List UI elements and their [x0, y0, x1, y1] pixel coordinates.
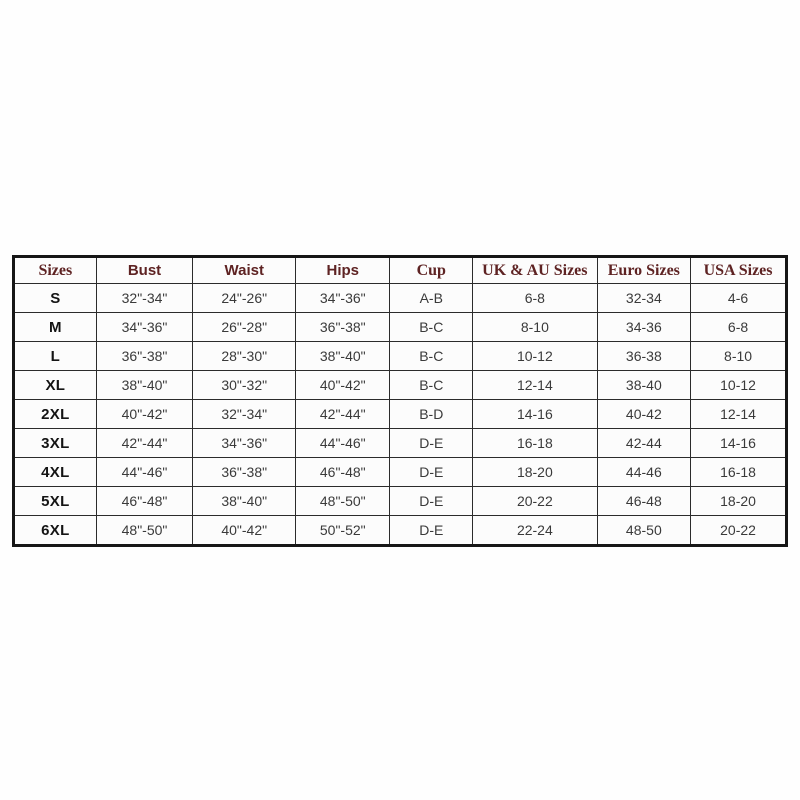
value-cell: 4-6: [691, 284, 787, 313]
value-cell: 42"-44": [96, 429, 193, 458]
value-cell: 20-22: [691, 516, 787, 546]
value-cell: D-E: [390, 487, 473, 516]
value-cell: 32"-34": [193, 400, 296, 429]
value-cell: 36"-38": [96, 342, 193, 371]
header-row: [14, 257, 787, 284]
table-row: [14, 487, 787, 516]
value-cell: 46-48: [597, 487, 691, 516]
column-header-waist: Waist: [193, 257, 296, 284]
value-cell: 48-50: [597, 516, 691, 546]
value-cell: 12-14: [473, 371, 597, 400]
value-cell: 16-18: [691, 458, 787, 487]
value-cell: 38"-40": [96, 371, 193, 400]
value-cell: 42-44: [597, 429, 691, 458]
column-header-euro-sizes: Euro Sizes: [597, 257, 691, 284]
size-cell: 2XL: [14, 400, 97, 429]
table-row: [14, 284, 787, 313]
value-cell: 14-16: [473, 400, 597, 429]
size-cell: 6XL: [14, 516, 97, 546]
table-row: [14, 342, 787, 371]
size-chart-table: [12, 255, 788, 547]
value-cell: D-E: [390, 429, 473, 458]
size-cell: 5XL: [14, 487, 97, 516]
value-cell: 36-38: [597, 342, 691, 371]
value-cell: B-C: [390, 342, 473, 371]
value-cell: D-E: [390, 458, 473, 487]
value-cell: 40"-42": [296, 371, 390, 400]
value-cell: 48"-50": [96, 516, 193, 546]
value-cell: 40"-42": [96, 400, 193, 429]
table-row: [14, 429, 787, 458]
value-cell: 16-18: [473, 429, 597, 458]
value-cell: B-C: [390, 313, 473, 342]
column-header-hips: Hips: [296, 257, 390, 284]
column-header-sizes: Sizes: [14, 257, 97, 284]
value-cell: 44"-46": [296, 429, 390, 458]
value-cell: 38"-40": [193, 487, 296, 516]
value-cell: B-D: [390, 400, 473, 429]
value-cell: 22-24: [473, 516, 597, 546]
value-cell: 10-12: [473, 342, 597, 371]
value-cell: 40-42: [597, 400, 691, 429]
table-row: [14, 516, 787, 546]
value-cell: D-E: [390, 516, 473, 546]
value-cell: 26"-28": [193, 313, 296, 342]
column-header-uk-au-sizes: UK & AU Sizes: [473, 257, 597, 284]
value-cell: 34"-36": [296, 284, 390, 313]
column-header-usa-sizes: USA Sizes: [691, 257, 787, 284]
size-cell: 3XL: [14, 429, 97, 458]
value-cell: 24"-26": [193, 284, 296, 313]
value-cell: 38-40: [597, 371, 691, 400]
value-cell: 34"-36": [193, 429, 296, 458]
size-cell: M: [14, 313, 97, 342]
value-cell: 46"-48": [96, 487, 193, 516]
value-cell: B-C: [390, 371, 473, 400]
size-cell: L: [14, 342, 97, 371]
value-cell: 32-34: [597, 284, 691, 313]
value-cell: 8-10: [691, 342, 787, 371]
size-cell: XL: [14, 371, 97, 400]
table-row: [14, 458, 787, 487]
value-cell: 18-20: [691, 487, 787, 516]
value-cell: 8-10: [473, 313, 597, 342]
table-row: [14, 313, 787, 342]
value-cell: 14-16: [691, 429, 787, 458]
table-row: [14, 400, 787, 429]
value-cell: 40"-42": [193, 516, 296, 546]
value-cell: 38"-40": [296, 342, 390, 371]
value-cell: A-B: [390, 284, 473, 313]
value-cell: 50"-52": [296, 516, 390, 546]
value-cell: 48"-50": [296, 487, 390, 516]
value-cell: 12-14: [691, 400, 787, 429]
value-cell: 36"-38": [193, 458, 296, 487]
value-cell: 42"-44": [296, 400, 390, 429]
value-cell: 10-12: [691, 371, 787, 400]
size-cell: 4XL: [14, 458, 97, 487]
value-cell: 34-36: [597, 313, 691, 342]
value-cell: 6-8: [691, 313, 787, 342]
value-cell: 34"-36": [96, 313, 193, 342]
column-header-cup: Cup: [390, 257, 473, 284]
value-cell: 32"-34": [96, 284, 193, 313]
size-cell: S: [14, 284, 97, 313]
column-header-bust: Bust: [96, 257, 193, 284]
value-cell: 46"-48": [296, 458, 390, 487]
value-cell: 28"-30": [193, 342, 296, 371]
value-cell: 44"-46": [96, 458, 193, 487]
value-cell: 44-46: [597, 458, 691, 487]
value-cell: 20-22: [473, 487, 597, 516]
table-row: [14, 371, 787, 400]
value-cell: 30"-32": [193, 371, 296, 400]
value-cell: 6-8: [473, 284, 597, 313]
value-cell: 18-20: [473, 458, 597, 487]
value-cell: 36"-38": [296, 313, 390, 342]
